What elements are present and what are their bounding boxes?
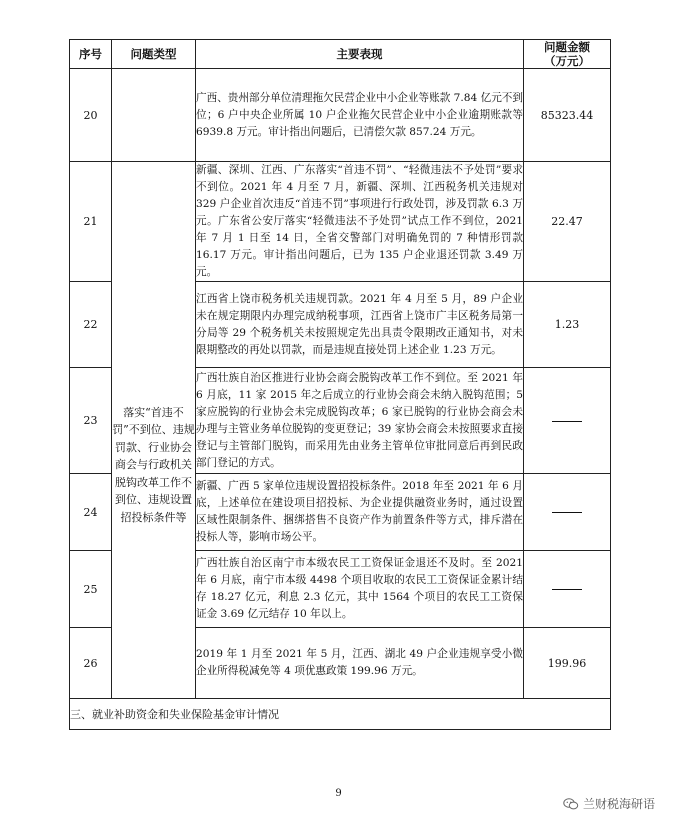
dash-mark xyxy=(552,512,582,513)
header-amount-line1: 问题金额 xyxy=(544,40,590,54)
header-amount xyxy=(524,40,611,69)
row-description: 新疆、深圳、江西、广东落实“首违不罚”、“轻微违法不予处罚”要求不到位。2021 年 4 月至 7 月，新疆、深圳、江西税务机关违规对 329 户企业首次违反“首违不罚”事项进行行政处罚，涉及罚款 6.3 万元。广东省公安厅落实“轻微违法不予处罚”试点工作不到位，2021 年 7 月 1 日至 14 日，全省交警部门对明确免罚的 7 种情形罚款 16.17 万元。审计指出问题后，已为 135 户企业退还罚款 3.49 万元。 xyxy=(196,162,524,282)
table-header-row xyxy=(70,40,611,69)
wechat-icon xyxy=(563,798,579,810)
row-description: 新疆、广西 5 家单位违规设置招投标条件。2018 年至 2021 年 6 月底，上述单位在建设项目招投标、为企业提供融资业务时，通过设置区域性限制条件、捆绑搭售不良资产作为前置条件等方式，排斥潜在投标人等，影响市场公平。 xyxy=(196,474,524,551)
audit-table xyxy=(69,39,611,730)
watermark-text: 兰财税海研语 xyxy=(582,797,655,811)
category-label: 落实“首违不罚”不到位、违规罚款、行业协会商会与行政机关脱钩改革工作不到位、违规设置招投标条件等 xyxy=(112,405,195,524)
header-description: 主要表现 xyxy=(196,40,524,69)
row-amount: 22.47 xyxy=(524,162,611,282)
row-amount-none xyxy=(524,551,611,628)
row-description: 广西壮族自治区南宁市本级农民工工资保证金退还不及时。至 2021 年 6 月底，南宁市本级 4498 个项目收取的农民工工资保证金累计结存 18.27 亿元，利息 2.3 亿元，其中 1564 个项目的农民工工资保证金 3.69 亿元结存 10 年以上。 xyxy=(196,551,524,628)
row-description: 广西壮族自治区推进行业协会商会脱钩改革工作不到位。至 2021 年 6 月底，11 家 2015 年之后成立的行业协会商会未纳入脱钩范围；5 家应脱钩的行业协会未完成脱钩改革；6 家已脱钩的行业协会商会未办理与主管业务单位脱钩的变更登记；39 家协会商会未按照要求直接登记与主管部门脱钩，而采用先由业务主管单位审批同意后再到民政部门登记的方式。 xyxy=(196,368,524,474)
row-description: 江西省上饶市税务机关违规罚款。2021 年 4 月至 5 月，89 户企业未在规定期限内办理完成纳税事项，江西省上饶市广丰区税务局第一分局等 29 个税务机关未按照规定先出具责令限期改正通知书，对未限期整改的再处以罚款，而是违规直接处罚上述企业 1.23 万元。 xyxy=(196,282,524,368)
row-index: 20 xyxy=(70,69,112,162)
row-index: 26 xyxy=(70,628,112,699)
row-amount: 1.23 xyxy=(524,282,611,368)
page-number: 9 xyxy=(335,788,342,799)
row-amount: 85323.44 xyxy=(524,69,611,162)
section-row xyxy=(70,699,611,730)
dash-mark xyxy=(552,421,582,422)
row-amount: 199.96 xyxy=(524,628,611,699)
header-amount-line2: （万元） xyxy=(544,54,590,68)
row-description: 广西、贵州部分单位清理拖欠民营企业中小企业等账款 7.84 亿元不到位；6 户中央企业所属 10 户企业拖欠民营企业中小企业逾期账款等 6939.8 万元。审计指出问题后，已清偿欠款 857.24 万元。 xyxy=(196,69,524,162)
row-description: 2019 年 1 月至 2021 年 5 月，江西、湖北 49 户企业违规享受小微企业所得税减免等 4 项优惠政策 199.96 万元。 xyxy=(196,628,524,699)
dash-mark xyxy=(552,589,582,590)
header-category: 问题类型 xyxy=(112,40,196,69)
header-index: 序号 xyxy=(70,40,112,69)
table-row xyxy=(70,69,611,162)
row-index: 21 xyxy=(70,162,112,282)
row-category xyxy=(112,162,196,699)
table-row xyxy=(70,162,611,282)
row-category-empty xyxy=(112,69,196,162)
row-amount-none xyxy=(524,474,611,551)
row-amount-none xyxy=(524,368,611,474)
row-index: 23 xyxy=(70,368,112,474)
section-title: 三、就业补助资金和失业保险基金审计情况 xyxy=(70,699,611,730)
watermark xyxy=(563,795,655,812)
row-index: 22 xyxy=(70,282,112,368)
row-index: 24 xyxy=(70,474,112,551)
row-index: 25 xyxy=(70,551,112,628)
